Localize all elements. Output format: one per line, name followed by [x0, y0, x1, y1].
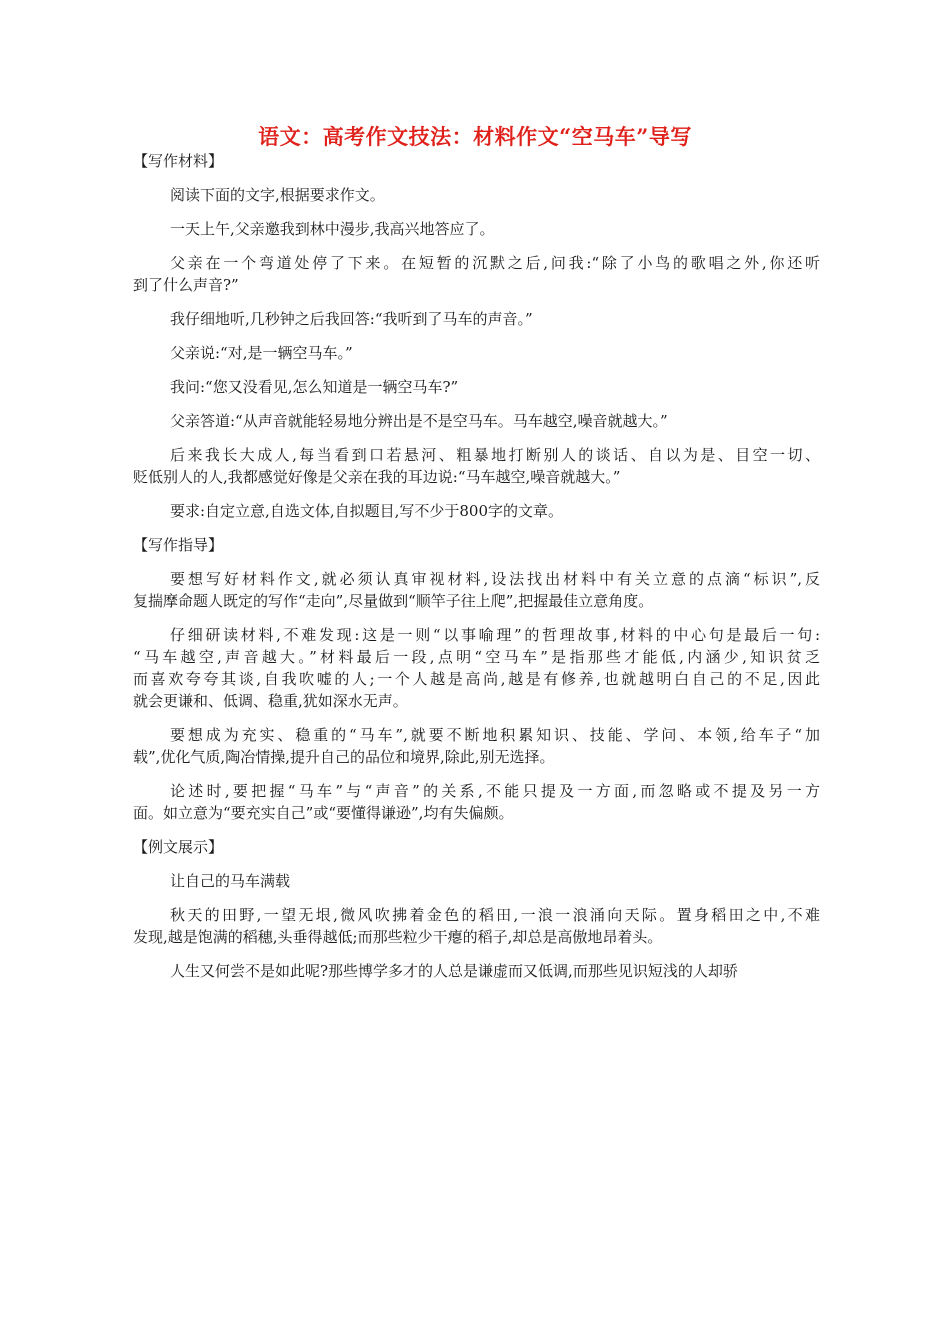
text-line: 论述时,要把握“马车”与“声音”的关系,不能只提及一方面,而忽略或不提及另一方: [170, 782, 820, 800]
text-line: 就会更谦和、低调、稳重,犹如深水无声。: [133, 692, 408, 710]
text-line: 面。如立意为“要充实自己”或“要懂得谦逊”,均有失偏颇。: [133, 804, 514, 822]
document-title: 语文：高考作文技法：材料作文“空马车”导写: [258, 124, 692, 149]
text-line: 到了什么声音?”: [133, 276, 239, 294]
text-line: “马车越空,声音越大。”材料最后一段,点明“空马车”是指那些才能低,内涵少,知识贫乏: [133, 648, 820, 666]
text-line: 【写作材料】: [133, 152, 224, 170]
text-line: 复揣摩命题人既定的写作“走向”,尽量做到“顺竿子往上爬”,把握最佳立意角度。: [133, 592, 654, 610]
section-heading: [133, 836, 820, 858]
text-line: 一天上午,父亲邀我到林中漫步,我高兴地答应了。: [170, 220, 495, 238]
paragraph: [133, 308, 820, 330]
text-line: 要想写好材料作文,就必须认真审视材料,设法找出材料中有关立意的点滴“标识”,反: [170, 570, 820, 588]
paragraph: [133, 218, 820, 240]
paragraph: [133, 410, 820, 432]
text-line: 后来我长大成人,每当看到口若悬河、粗暴地打断别人的谈话、自以为是、目空一切、: [170, 446, 820, 464]
document-body: [133, 150, 820, 994]
paragraph: [133, 724, 820, 768]
text-line: 我仔细地听,几秒钟之后我回答:“我听到了马车的声音。”: [170, 310, 533, 328]
section-heading: [133, 534, 820, 556]
paragraph: [133, 780, 820, 824]
paragraph: [133, 624, 820, 712]
text-line: 我问:“您又没看见,怎么知道是一辆空马车?”: [170, 378, 459, 396]
text-line: 父亲说:“对,是一辆空马车。”: [170, 344, 353, 362]
text-line: 贬低别人的人,我都感觉好像是父亲在我的耳边说:“马车越空,噪音就越大。”: [133, 468, 621, 486]
text-line: 阅读下面的文字,根据要求作文。: [170, 186, 385, 204]
text-line: 【写作指导】: [133, 536, 224, 554]
paragraph: [133, 376, 820, 398]
section-heading: [133, 150, 820, 172]
paragraph: [133, 252, 820, 296]
text-line: 要求:自定立意,自选文体,自拟题目,写不少于800字的文章。: [170, 502, 563, 520]
text-line: 秋天的田野,一望无垠,微风吹拂着金色的稻田,一浪一浪涌向天际。置身稻田之中,不难: [170, 906, 820, 924]
paragraph: [133, 444, 820, 488]
paragraph: [133, 870, 820, 892]
text-line: 而喜欢夸夸其谈,自我吹嘘的人;一个人越是高尚,越是有修养,也就越明白自己的不足,因此: [133, 670, 820, 688]
paragraph: [133, 342, 820, 364]
text-line: 载”,优化气质,陶冶情操,提升自己的品位和境界,除此,别无选择。: [133, 748, 555, 766]
paragraph: [133, 184, 820, 206]
text-line: 发现,越是饱满的稻穗,头垂得越低;而那些粒少干瘪的稻子,却总是高傲地昂着头。: [133, 928, 663, 946]
paragraph: [133, 568, 820, 612]
paragraph: [133, 904, 820, 948]
paragraph: [133, 500, 820, 522]
text-line: 父亲在一个弯道处停了下来。在短暂的沉默之后,问我:“除了小鸟的歌唱之外,你还听: [170, 254, 820, 272]
text-line: 【例文展示】: [133, 838, 224, 856]
text-line: 要想成为充实、稳重的“马车”,就要不断地积累知识、技能、学问、本领,给车子“加: [170, 726, 820, 744]
paragraph: [133, 960, 820, 982]
text-line: 仔细研读材料,不难发现:这是一则“以事喻理”的哲理故事,材料的中心句是最后一句:: [170, 626, 820, 644]
text-line: 父亲答道:“从声音就能轻易地分辨出是不是空马车。马车越空,噪音就越大。”: [170, 412, 668, 430]
text-line: 让自己的马车满载: [170, 872, 291, 890]
text-line: 人生又何尝不是如此呢?那些博学多才的人总是谦虚而又低调,而那些见识短浅的人却骄: [170, 962, 738, 980]
